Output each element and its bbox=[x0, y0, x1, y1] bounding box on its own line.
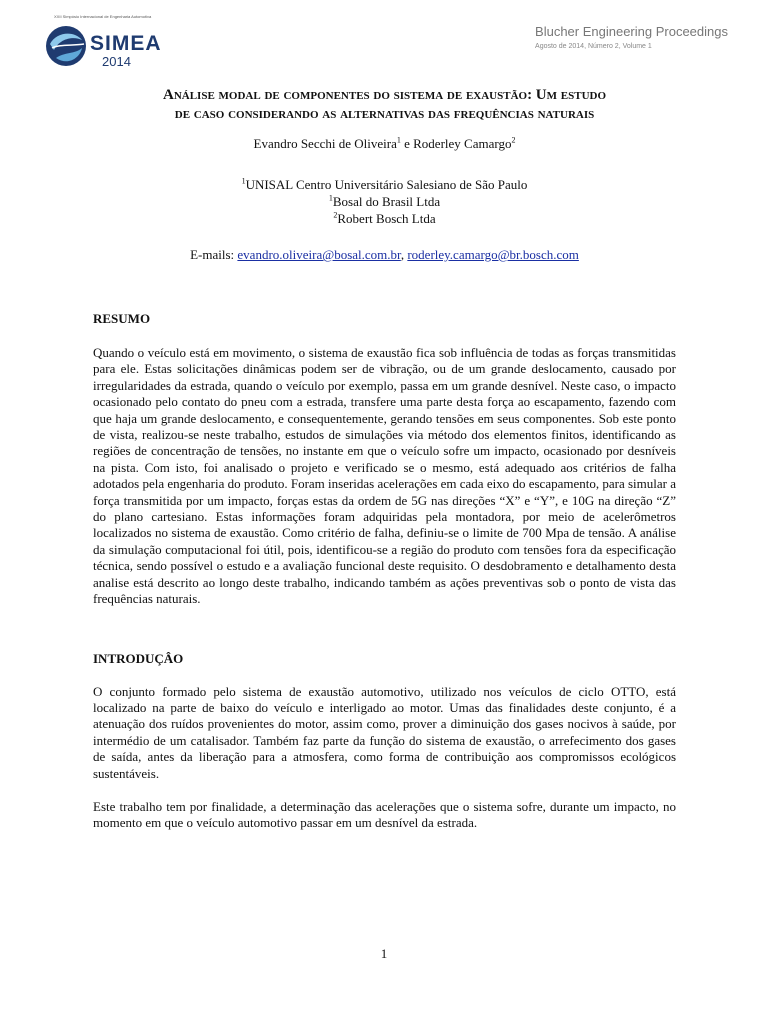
logo-caption: XXII Simpósio Internacional de Engenharia Automotiva bbox=[54, 14, 152, 19]
introduction-paragraph-2: Este trabalho tem por finalidade, a determinação das acelerações que o sistema sofre, durante um impacto, no momento em que o veículo automotivo passar em um desnível da estrada. bbox=[93, 798, 676, 831]
publisher-name: Blucher Engineering Proceedings bbox=[535, 24, 728, 39]
affiliation-3-mark: 2 bbox=[333, 210, 338, 220]
author-1-affiliation-mark: 1 bbox=[396, 135, 401, 145]
affiliation-2-text: Bosal do Brasil Ltda bbox=[332, 194, 441, 209]
paper-body bbox=[93, 86, 676, 832]
title-line-1: Análise modal de componentes do sistema de exaustão: Um estudo bbox=[162, 87, 607, 103]
introduction-heading: INTRODUÇÂO bbox=[93, 650, 184, 666]
affiliation-3-text: Robert Bosch Ltda bbox=[337, 211, 436, 226]
author-2: Roderley Camargo bbox=[413, 136, 512, 151]
contact-emails bbox=[93, 247, 676, 263]
affiliation-2-mark: 1 bbox=[328, 193, 333, 203]
author-1: Evandro Secchi de Oliveira bbox=[253, 136, 397, 151]
affiliation-list bbox=[93, 176, 676, 227]
email-separator: , bbox=[400, 247, 408, 262]
publisher-block bbox=[535, 24, 728, 50]
simea-logo bbox=[38, 12, 178, 70]
author-separator: e bbox=[400, 136, 414, 151]
affiliation-1-text: UNISAL Centro Universitário Salesiano de São Paulo bbox=[245, 177, 528, 192]
affiliation-3 bbox=[93, 210, 676, 227]
resumo-paragraph: Quando o veículo está em movimento, o sistema de exaustão fica sob influência de todas as forças transmitidas para ele. Estas solicitações dinâmicas podem ser de vibração, ou de um grande deslocamento, causado por irregularidades da estrada, quando o veículo por exemplo, passa em um grande desnível. Neste caso, o impacto ocasionado pelo contato do pneu com a estrada, transfere uma parte desta força ao escapamento, fazendo com que haja um grande deslocamento, e consequentemente, gerando tensões em seus componentes. Sob este ponto de vista, realizou-se neste trabalho, estudos de simulações via método dos elementos finitos, identificando as regiões de concentração de tensões, no instante em que o veículo sofre um impacto, ocasionado por desníveis na pista. Com isto, foi analisado o projeto e verificado se o mesmo, está adequado aos critérios de falha adotados pela engenharia do produto. Foram inseridas acelerações em cada eixo do escapamento, para simular a força transmitida por um impacto, forças estas da ordem de 5G nas direções “X” e “Y”, e 10G na direção “Z” do plano cartesiano. Estas informações foram adquiridas pela montadora, por meio de acelerômetros localizados no sistema de exaustão. Como critério de falha, definiu-se o limite de 700 Mpa de tensão. A análise da simulação computacional foi útil, pois, identificou-se a região do produto com tensões fora da especificação técnica, sendo possível o estudo e a avaliação funcional deste requisito. O desdobramento e detalhamento desta analise está descrito ao longo deste trabalho, indicando também as ações preventivas sob o ponto de vista das frequências naturais. bbox=[93, 345, 676, 607]
page-header bbox=[0, 0, 768, 75]
email-link-2[interactable]: roderley.camargo@br.bosch.com bbox=[407, 247, 579, 262]
author-list bbox=[93, 136, 676, 152]
publication-issue: Agosto de 2014, Número 2, Volume 1 bbox=[535, 43, 652, 50]
logo-year: 2014 bbox=[102, 54, 131, 69]
logo-name: SIMEA bbox=[90, 32, 162, 55]
author-2-affiliation-mark: 2 bbox=[511, 135, 516, 145]
resumo-heading: RESUMO bbox=[93, 311, 151, 326]
affiliation-1 bbox=[93, 176, 676, 193]
affiliation-1-mark: 1 bbox=[241, 176, 246, 186]
globe-icon bbox=[44, 24, 88, 68]
paper-title bbox=[93, 86, 676, 124]
introduction-paragraph-1: O conjunto formado pelo sistema de exaustão automotivo, utilizado nos veículos de ciclo OTTO, está localizado na parte de baixo do veículo e interligado ao motor. Umas das finalidades deste conjunto, é a atenuação dos ruídos provenientes do motor, assim como, prover a diminuição dos gases nocivos à saúde, por intermédio de um catalisador. Também faz parte da função do sistema de exaustão, o arrefecimento dos gases de saída, antes da liberação para a atmosfera, como forma de contribuição aos compromissos ecológicos sustentáveis. bbox=[93, 683, 676, 781]
page-number: 1 bbox=[380, 946, 388, 961]
emails-label: E-mails: bbox=[190, 247, 238, 262]
affiliation-2 bbox=[93, 193, 676, 210]
title-line-2: de caso considerando as alternativas das frequências naturais bbox=[174, 106, 595, 122]
email-link-1[interactable]: evandro.oliveira@bosal.com.br bbox=[237, 247, 401, 262]
